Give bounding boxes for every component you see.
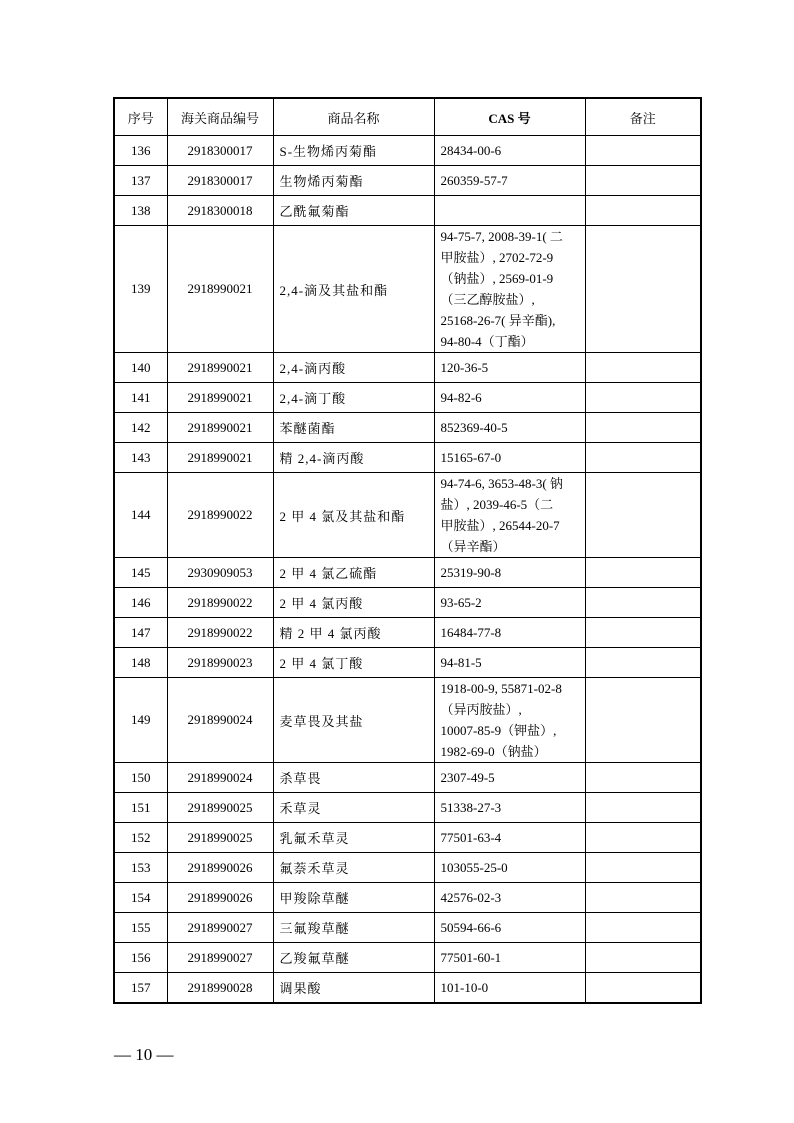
table-row bbox=[114, 763, 701, 793]
serial-number-cell: 143 bbox=[114, 443, 167, 473]
serial-number-cell: 154 bbox=[114, 883, 167, 913]
serial-number-cell: 136 bbox=[114, 136, 167, 166]
remarks-cell bbox=[585, 823, 701, 853]
product-name-cell: 乳氟禾草灵 bbox=[273, 823, 434, 853]
remarks-cell bbox=[585, 588, 701, 618]
table-row bbox=[114, 618, 701, 648]
remarks-cell bbox=[585, 353, 701, 383]
product-name-cell: 精 2 甲 4 氯丙酸 bbox=[273, 618, 434, 648]
customs-code-cell: 2918990024 bbox=[167, 678, 273, 763]
table-row bbox=[114, 353, 701, 383]
customs-code-cell: 2918990025 bbox=[167, 823, 273, 853]
cas-number-cell bbox=[434, 763, 585, 793]
remarks-cell bbox=[585, 558, 701, 588]
table-row bbox=[114, 913, 701, 943]
customs-code-cell: 2918990025 bbox=[167, 793, 273, 823]
customs-code-cell: 2918300018 bbox=[167, 196, 273, 226]
table-row bbox=[114, 226, 701, 353]
cas-line: 甲胺盐）, 26544-20-7 bbox=[440, 518, 560, 533]
cas-number-cell bbox=[434, 226, 585, 353]
remarks-cell bbox=[585, 973, 701, 1004]
table-row bbox=[114, 823, 701, 853]
remarks-cell bbox=[585, 196, 701, 226]
serial-number-cell: 139 bbox=[114, 226, 167, 353]
table-row bbox=[114, 853, 701, 883]
table-row bbox=[114, 383, 701, 413]
header-product-name: 商品名称 bbox=[273, 98, 434, 136]
cas-number-cell bbox=[434, 853, 585, 883]
cas-number-cell bbox=[434, 913, 585, 943]
table-row bbox=[114, 943, 701, 973]
cas-number-cell bbox=[434, 383, 585, 413]
table-row bbox=[114, 678, 701, 763]
cas-number-cell bbox=[434, 413, 585, 443]
header-cas-number: CAS 号 bbox=[434, 98, 585, 136]
table-row bbox=[114, 136, 701, 166]
cas-number-cell bbox=[434, 678, 585, 763]
cas-line: 94-81-5 bbox=[440, 655, 482, 670]
cas-line: 94-74-6, 3653-48-3( 钠 bbox=[440, 476, 563, 491]
remarks-cell bbox=[585, 883, 701, 913]
serial-number-cell: 148 bbox=[114, 648, 167, 678]
remarks-cell bbox=[585, 136, 701, 166]
product-name-cell: 麦草畏及其盐 bbox=[273, 678, 434, 763]
table-row bbox=[114, 558, 701, 588]
customs-code-cell: 2918990027 bbox=[167, 943, 273, 973]
serial-number-cell: 147 bbox=[114, 618, 167, 648]
table-row bbox=[114, 166, 701, 196]
remarks-cell bbox=[585, 943, 701, 973]
serial-number-cell: 155 bbox=[114, 913, 167, 943]
serial-number-cell: 140 bbox=[114, 353, 167, 383]
serial-number-cell: 153 bbox=[114, 853, 167, 883]
customs-code-cell: 2918990026 bbox=[167, 853, 273, 883]
serial-number-cell: 157 bbox=[114, 973, 167, 1004]
cas-line: 77501-60-1 bbox=[440, 950, 502, 965]
serial-number-cell: 141 bbox=[114, 383, 167, 413]
serial-number-cell: 149 bbox=[114, 678, 167, 763]
remarks-cell bbox=[585, 763, 701, 793]
product-name-cell: 2 甲 4 氯丁酸 bbox=[273, 648, 434, 678]
cas-line: 94-80-4（丁酯） bbox=[440, 334, 534, 349]
product-name-cell: 生物烯丙菊酯 bbox=[273, 166, 434, 196]
remarks-cell bbox=[585, 473, 701, 558]
table-row bbox=[114, 443, 701, 473]
cas-line: 852369-40-5 bbox=[440, 420, 508, 435]
cas-line: 93-65-2 bbox=[440, 595, 482, 610]
table-header-row bbox=[114, 98, 701, 136]
product-name-cell: 2,4-滴丁酸 bbox=[273, 383, 434, 413]
remarks-cell bbox=[585, 226, 701, 353]
product-name-cell: 乙酰氟菊酯 bbox=[273, 196, 434, 226]
cas-number-cell bbox=[434, 136, 585, 166]
customs-code-cell: 2930909053 bbox=[167, 558, 273, 588]
cas-number-cell bbox=[434, 618, 585, 648]
customs-code-cell: 2918990024 bbox=[167, 763, 273, 793]
customs-code-cell: 2918300017 bbox=[167, 166, 273, 196]
customs-code-cell: 2918990021 bbox=[167, 443, 273, 473]
product-name-cell: 2 甲 4 氯丙酸 bbox=[273, 588, 434, 618]
serial-number-cell: 146 bbox=[114, 588, 167, 618]
cas-number-cell bbox=[434, 473, 585, 558]
remarks-cell bbox=[585, 793, 701, 823]
product-name-cell: 精 2,4-滴丙酸 bbox=[273, 443, 434, 473]
remarks-cell bbox=[585, 648, 701, 678]
product-name-cell: 乙羧氟草醚 bbox=[273, 943, 434, 973]
table-row bbox=[114, 793, 701, 823]
customs-code-cell: 2918990028 bbox=[167, 973, 273, 1004]
cas-number-cell bbox=[434, 558, 585, 588]
cas-line: 10007-85-9（钾盐）, bbox=[440, 723, 557, 738]
table-row bbox=[114, 973, 701, 1004]
cas-line: 103055-25-0 bbox=[440, 860, 508, 875]
customs-code-cell: 2918300017 bbox=[167, 136, 273, 166]
customs-code-cell: 2918990021 bbox=[167, 353, 273, 383]
product-name-cell: 2,4-滴及其盐和酯 bbox=[273, 226, 434, 353]
cas-line: 1918-00-9, 55871-02-8 bbox=[440, 681, 562, 696]
cas-number-cell bbox=[434, 166, 585, 196]
serial-number-cell: 145 bbox=[114, 558, 167, 588]
customs-code-cell: 2918990022 bbox=[167, 588, 273, 618]
table-body bbox=[114, 136, 701, 1004]
customs-code-cell: 2918990026 bbox=[167, 883, 273, 913]
customs-code-cell: 2918990021 bbox=[167, 226, 273, 353]
serial-number-cell: 138 bbox=[114, 196, 167, 226]
product-name-cell: 2 甲 4 氯及其盐和酯 bbox=[273, 473, 434, 558]
cas-line: 120-36-5 bbox=[440, 360, 489, 375]
table-row bbox=[114, 883, 701, 913]
customs-code-cell: 2918990023 bbox=[167, 648, 273, 678]
cas-line: 51338-27-3 bbox=[440, 800, 502, 815]
remarks-cell bbox=[585, 853, 701, 883]
cas-number-cell bbox=[434, 943, 585, 973]
cas-line: 260359-57-7 bbox=[440, 173, 508, 188]
header-remarks: 备注 bbox=[585, 98, 701, 136]
cas-line: 1982-69-0（钠盐） bbox=[440, 744, 547, 759]
header-serial-number: 序号 bbox=[114, 98, 167, 136]
cas-number-cell bbox=[434, 648, 585, 678]
cas-line: （异辛酯） bbox=[440, 539, 506, 554]
customs-code-cell: 2918990021 bbox=[167, 413, 273, 443]
cas-line: 甲胺盐）, 2702-72-9 bbox=[440, 250, 554, 265]
cas-line: （钠盐）, 2569-01-9 bbox=[440, 271, 554, 286]
product-name-cell: 2 甲 4 氯乙硫酯 bbox=[273, 558, 434, 588]
table-row bbox=[114, 588, 701, 618]
cas-number-cell bbox=[434, 793, 585, 823]
table-row bbox=[114, 648, 701, 678]
page-number: — 10 — bbox=[114, 1045, 174, 1064]
chemical-list-table bbox=[113, 97, 702, 1004]
remarks-cell bbox=[585, 383, 701, 413]
cas-number-cell bbox=[434, 443, 585, 473]
customs-code-cell: 2918990022 bbox=[167, 473, 273, 558]
serial-number-cell: 144 bbox=[114, 473, 167, 558]
serial-number-cell: 137 bbox=[114, 166, 167, 196]
product-name-cell: 2,4-滴丙酸 bbox=[273, 353, 434, 383]
product-name-cell: 苯醚菌酯 bbox=[273, 413, 434, 443]
cas-number-cell bbox=[434, 588, 585, 618]
table-row bbox=[114, 473, 701, 558]
cas-line: 94-82-6 bbox=[440, 390, 482, 405]
product-name-cell: S-生物烯丙菊酯 bbox=[273, 136, 434, 166]
remarks-cell bbox=[585, 913, 701, 943]
remarks-cell bbox=[585, 413, 701, 443]
cas-line: 25319-90-8 bbox=[440, 565, 502, 580]
cas-line: （异丙胺盐）, bbox=[440, 702, 522, 717]
cas-number-cell bbox=[434, 823, 585, 853]
product-name-cell: 氟萘禾草灵 bbox=[273, 853, 434, 883]
customs-code-cell: 2918990021 bbox=[167, 383, 273, 413]
remarks-cell bbox=[585, 618, 701, 648]
serial-number-cell: 152 bbox=[114, 823, 167, 853]
cas-number-cell bbox=[434, 883, 585, 913]
serial-number-cell: 156 bbox=[114, 943, 167, 973]
cas-line: 77501-63-4 bbox=[440, 830, 502, 845]
product-name-cell: 甲羧除草醚 bbox=[273, 883, 434, 913]
remarks-cell bbox=[585, 443, 701, 473]
product-name-cell: 调果酸 bbox=[273, 973, 434, 1004]
customs-code-cell: 2918990027 bbox=[167, 913, 273, 943]
product-name-cell: 三氟羧草醚 bbox=[273, 913, 434, 943]
cas-line: 50594-66-6 bbox=[440, 920, 502, 935]
remarks-cell bbox=[585, 678, 701, 763]
serial-number-cell: 142 bbox=[114, 413, 167, 443]
cas-number-cell bbox=[434, 196, 585, 226]
serial-number-cell: 151 bbox=[114, 793, 167, 823]
product-name-cell: 禾草灵 bbox=[273, 793, 434, 823]
product-name-cell: 杀草畏 bbox=[273, 763, 434, 793]
cas-line: 盐）, 2039-46-5（二 bbox=[440, 497, 554, 512]
cas-line: 16484-77-8 bbox=[440, 625, 502, 640]
cas-line: （三乙醇胺盐）, bbox=[440, 292, 535, 307]
table-row bbox=[114, 413, 701, 443]
cas-line: 15165-67-0 bbox=[440, 450, 502, 465]
cas-number-cell bbox=[434, 973, 585, 1004]
serial-number-cell: 150 bbox=[114, 763, 167, 793]
cas-line: 28434-00-6 bbox=[440, 143, 502, 158]
customs-code-cell: 2918990022 bbox=[167, 618, 273, 648]
remarks-cell bbox=[585, 166, 701, 196]
cas-line: 2307-49-5 bbox=[440, 770, 495, 785]
cas-number-cell bbox=[434, 353, 585, 383]
cas-line: 94-75-7, 2008-39-1( 二 bbox=[440, 229, 563, 244]
header-customs-code: 海关商品编号 bbox=[167, 98, 273, 136]
table-row bbox=[114, 196, 701, 226]
cas-line: 42576-02-3 bbox=[440, 890, 502, 905]
cas-line: 25168-26-7( 异辛酯), bbox=[440, 313, 556, 328]
cas-line: 101-10-0 bbox=[440, 980, 489, 995]
